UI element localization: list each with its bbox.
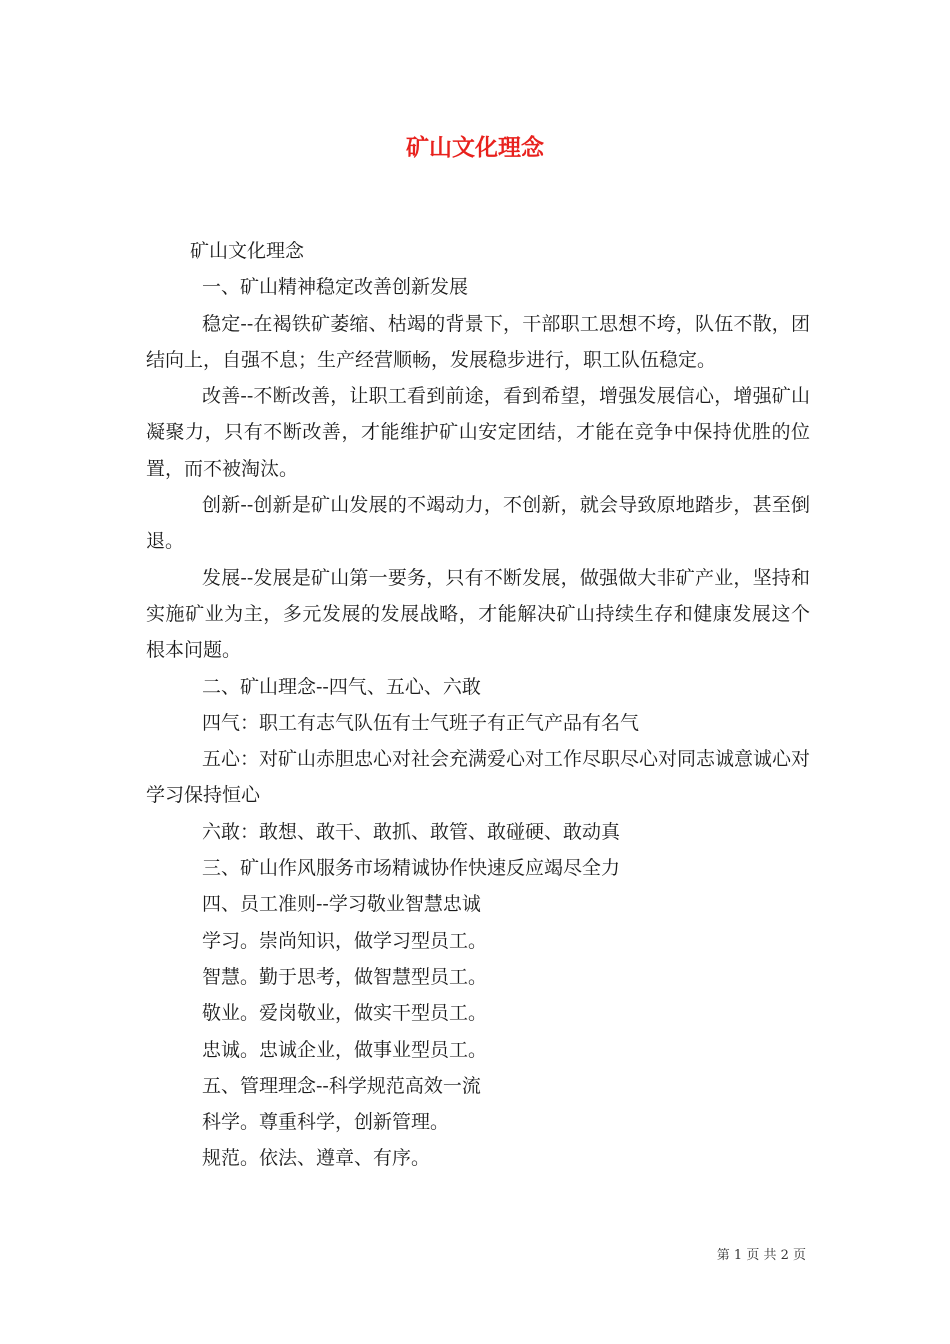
paragraph-improvement: 改善--不断改善，让职工看到前途，看到希望，增强发展信心，增强矿山凝聚力，只有不断改善，才能维护矿山安定团结，才能在竞争中保持优胜的位置，而不被淘汰。 — [146, 385, 810, 480]
paragraph-dedication: 敬业。爱岗敬业，做实干型员工。 — [202, 1002, 488, 1025]
paragraph-heading: 矿山文化理念 — [190, 240, 305, 262]
paragraph-loyalty: 忠诚。忠诚企业，做事业型员工。 — [202, 1038, 488, 1061]
paragraph-innovation: 创新--创新是矿山发展的不竭动力，不创新，就会导致原地踏步，甚至倒退。 — [146, 494, 810, 553]
section-heading-2: 二、矿山理念--四气、五心、六敢 — [202, 675, 481, 698]
paragraph-learning: 学习。崇尚知识，做学习型员工。 — [202, 929, 488, 952]
paragraph-standard: 规范。依法、遵章、有序。 — [202, 1147, 431, 1170]
section-heading-5: 五、管理理念--科学规范高效一流 — [202, 1074, 481, 1097]
paragraph-five-xin: 五心：对矿山赤胆忠心对社会充满爱心对工作尽职尽心对同志诚意诚心对学习保持恒心 — [146, 748, 811, 807]
paragraph-stability: 稳定--在褐铁矿萎缩、枯竭的背景下，干部职工思想不垮，队伍不散，团结向上，自强不息；生产经营顺畅，发展稳步进行，职工队伍稳定。 — [146, 312, 810, 371]
paragraph-science: 科学。尊重科学，创新管理。 — [202, 1111, 450, 1134]
paragraph-six-gan: 六敢：敢想、敢干、敢抓、敢管、敢碰硬、敢动真 — [202, 820, 621, 843]
paragraph-development: 发展--发展是矿山第一要务，只有不断发展，做强做大非矿产业，坚持和实施矿业为主，多元发展的发展战略，才能解决矿山持续生存和健康发展这个根本问题。 — [146, 566, 810, 662]
paragraph-wisdom: 智慧。勤于思考，做智慧型员工。 — [202, 965, 488, 988]
section-heading-3: 三、矿山作风服务市场精诚协作快速反应竭尽全力 — [202, 857, 621, 880]
page-number: 第 1 页 共 2 页 — [716, 1248, 806, 1263]
paragraph-four-qi: 四气：职工有志气队伍有士气班子有正气产品有名气 — [202, 711, 640, 734]
document-title: 矿山文化理念 — [406, 134, 544, 161]
section-heading-1: 一、矿山精神稳定改善创新发展 — [202, 276, 469, 299]
document-body — [146, 233, 810, 1177]
section-heading-4: 四、员工准则--学习敬业智慧忠诚 — [202, 893, 481, 916]
